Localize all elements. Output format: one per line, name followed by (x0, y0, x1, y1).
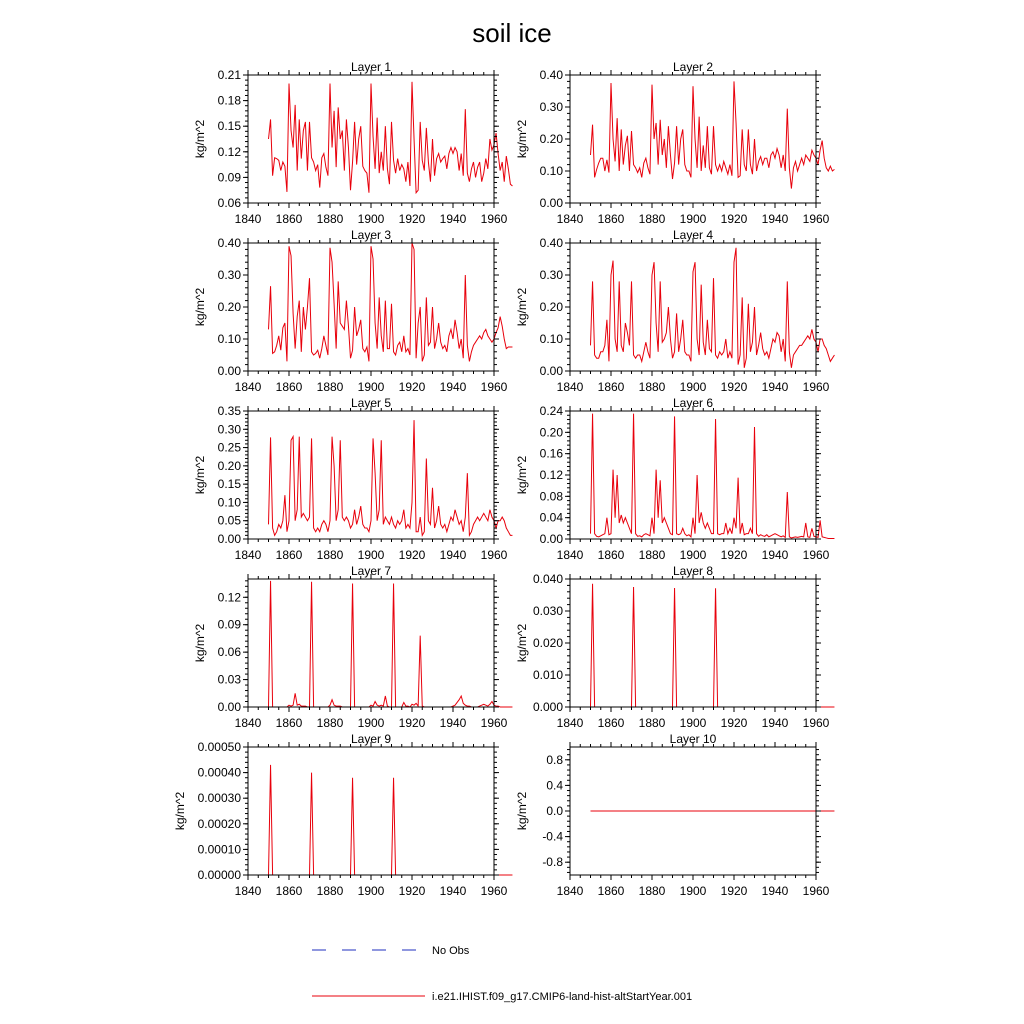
y-tick-label: 0.4 (546, 778, 563, 793)
plot-frame (248, 579, 494, 707)
y-tick-label: 0.24 (539, 404, 563, 418)
panel-layer-10 (515, 732, 834, 898)
x-tick-label: 1920 (720, 884, 748, 898)
panel-title: Layer 2 (672, 60, 714, 74)
x-tick-label: 1840 (556, 380, 584, 394)
x-tick-label: 1880 (316, 716, 344, 730)
x-tick-label: 1940 (439, 716, 467, 730)
y-tick-label: 0.00050 (197, 740, 241, 754)
y-tick-label: 0.30 (539, 100, 563, 114)
x-tick-label: 1920 (720, 380, 748, 394)
panel-title: Layer 9 (350, 732, 392, 746)
x-tick-label: 1900 (679, 380, 707, 394)
x-tick-label: 1960 (480, 380, 508, 394)
x-tick-label: 1920 (398, 884, 426, 898)
x-tick-label: 1840 (234, 716, 262, 730)
x-tick-label: 1840 (556, 716, 584, 730)
panel-layer-4 (515, 228, 834, 394)
series-line-layer-8 (591, 584, 835, 707)
y-axis-label: kg/m^2 (515, 287, 529, 327)
plot-frame (570, 579, 816, 707)
y-tick-label: 0.12 (217, 144, 241, 159)
panel-layer-5 (193, 396, 512, 562)
legend-model-label: i.e21.IHIST.f09_g17.CMIP6-land-hist-altStartYear.001 (432, 991, 693, 1003)
y-axis-label: kg/m^2 (193, 623, 207, 663)
y-axis-label: kg/m^2 (515, 455, 529, 495)
y-tick-label: 0.04 (539, 510, 563, 525)
panel-title: Layer 6 (672, 396, 714, 410)
x-tick-label: 1900 (679, 884, 707, 898)
series-line-layer-6 (591, 414, 835, 539)
x-tick-label: 1900 (357, 716, 385, 730)
y-tick-label: 0.16 (539, 446, 563, 461)
y-tick-label: 0.00 (539, 532, 563, 546)
x-tick-label: 1860 (597, 548, 625, 562)
y-tick-label: 0.06 (217, 196, 241, 210)
panel-layer-9 (173, 732, 512, 898)
x-tick-label: 1840 (556, 884, 584, 898)
y-tick-label: 0.020 (532, 636, 563, 650)
y-tick-label: -0.4 (542, 829, 563, 844)
y-tick-label: 0.15 (217, 119, 241, 134)
panel-layer-2 (515, 60, 834, 226)
x-tick-label: 1840 (234, 548, 262, 562)
x-tick-label: 1880 (316, 380, 344, 394)
y-axis-label: kg/m^2 (515, 791, 529, 831)
y-tick-label: 0.00040 (197, 765, 241, 780)
y-tick-label: -0.8 (542, 855, 563, 870)
x-tick-label: 1940 (439, 884, 467, 898)
legend-obs-label: No Obs (432, 945, 470, 957)
x-tick-label: 1960 (802, 212, 830, 226)
x-tick-label: 1940 (761, 884, 789, 898)
x-tick-label: 1860 (275, 212, 303, 226)
x-tick-label: 1960 (480, 212, 508, 226)
y-tick-label: 0.09 (217, 170, 241, 185)
x-tick-label: 1860 (597, 884, 625, 898)
x-tick-label: 1960 (802, 716, 830, 730)
x-tick-label: 1900 (357, 212, 385, 226)
x-tick-label: 1960 (480, 884, 508, 898)
x-tick-label: 1960 (802, 548, 830, 562)
y-tick-label: 0.12 (539, 468, 563, 482)
y-tick-label: 0.00010 (197, 842, 241, 857)
y-tick-label: 0.30 (217, 268, 241, 282)
y-tick-label: 0.20 (539, 300, 563, 314)
y-tick-label: 0.040 (532, 572, 563, 586)
x-tick-label: 1860 (597, 212, 625, 226)
y-tick-label: 0.20 (217, 458, 241, 473)
x-tick-label: 1900 (357, 380, 385, 394)
series-line-layer-5 (269, 420, 513, 535)
x-tick-label: 1900 (357, 884, 385, 898)
y-tick-label: 0.40 (539, 236, 563, 250)
x-tick-label: 1940 (761, 380, 789, 394)
x-tick-label: 1900 (679, 212, 707, 226)
y-axis-label: kg/m^2 (515, 623, 529, 663)
y-tick-label: 0.00 (539, 196, 563, 210)
x-tick-label: 1880 (316, 884, 344, 898)
y-tick-label: 0.09 (217, 617, 241, 632)
x-tick-label: 1900 (357, 548, 385, 562)
y-tick-label: 0.010 (532, 668, 563, 682)
y-tick-label: 0.00030 (197, 791, 241, 806)
legend (312, 945, 692, 1003)
y-axis-label: kg/m^2 (173, 791, 187, 831)
series-line-layer-9 (269, 765, 513, 875)
y-tick-label: 0.18 (217, 93, 241, 108)
x-tick-label: 1920 (720, 548, 748, 562)
panel-title: Layer 10 (669, 732, 717, 746)
x-tick-label: 1960 (802, 380, 830, 394)
x-tick-label: 1860 (275, 884, 303, 898)
x-tick-label: 1880 (638, 716, 666, 730)
y-tick-label: 0.00 (539, 364, 563, 378)
panel-layer-6 (515, 396, 834, 562)
panel-layer-3 (193, 228, 512, 394)
y-tick-label: 0.40 (539, 68, 563, 82)
y-tick-label: 0.30 (539, 268, 563, 282)
x-tick-label: 1920 (398, 212, 426, 226)
y-tick-label: 0.030 (532, 604, 563, 618)
y-tick-label: 0.35 (217, 404, 241, 418)
x-tick-label: 1860 (597, 716, 625, 730)
plot-frame (570, 243, 816, 371)
y-tick-label: 0.00000 (197, 868, 241, 882)
x-tick-label: 1920 (398, 380, 426, 394)
y-tick-label: 0.10 (539, 332, 563, 346)
figure-title: soil ice (472, 18, 552, 48)
plot-frame (248, 747, 494, 875)
y-tick-label: 0.20 (539, 425, 563, 440)
y-axis-label: kg/m^2 (193, 287, 207, 327)
y-tick-label: 0.12 (217, 590, 241, 605)
x-tick-label: 1840 (234, 212, 262, 226)
panels (173, 60, 834, 898)
x-tick-label: 1840 (556, 548, 584, 562)
x-tick-label: 1900 (679, 548, 707, 562)
x-tick-label: 1880 (638, 212, 666, 226)
series-line-layer-4 (591, 248, 835, 368)
x-tick-label: 1940 (761, 212, 789, 226)
y-axis-label: kg/m^2 (193, 119, 207, 159)
panel-layer-1 (193, 60, 512, 226)
x-tick-label: 1880 (316, 548, 344, 562)
panel-title: Layer 8 (672, 564, 714, 578)
x-tick-label: 1860 (275, 380, 303, 394)
y-tick-label: 0.00 (217, 532, 241, 546)
x-tick-label: 1940 (761, 548, 789, 562)
y-tick-label: 0.40 (217, 236, 241, 250)
x-tick-label: 1940 (439, 548, 467, 562)
y-tick-label: 0.000 (532, 700, 563, 714)
panel-title: Layer 1 (350, 60, 392, 74)
series-line-layer-3 (269, 243, 513, 361)
x-tick-label: 1920 (398, 548, 426, 562)
x-tick-label: 1920 (398, 716, 426, 730)
y-tick-label: 0.05 (217, 513, 241, 528)
panel-layer-8 (515, 564, 834, 730)
x-tick-label: 1940 (439, 380, 467, 394)
x-tick-label: 1920 (720, 212, 748, 226)
x-tick-label: 1840 (234, 884, 262, 898)
y-tick-label: 0.00 (217, 364, 241, 378)
y-tick-label: 0.00 (217, 700, 241, 714)
y-tick-label: 0.25 (217, 440, 241, 455)
x-tick-label: 1940 (761, 716, 789, 730)
y-tick-label: 0.0 (546, 804, 563, 818)
x-tick-label: 1860 (597, 380, 625, 394)
series-line-layer-2 (591, 81, 835, 188)
y-tick-label: 0.10 (217, 332, 241, 346)
panel-title: Layer 3 (350, 228, 392, 242)
y-tick-label: 0.15 (217, 477, 241, 492)
x-tick-label: 1880 (638, 380, 666, 394)
y-tick-label: 0.10 (217, 495, 241, 510)
x-tick-label: 1920 (720, 716, 748, 730)
x-tick-label: 1880 (638, 884, 666, 898)
series-line-layer-1 (269, 82, 513, 193)
y-tick-label: 0.03 (217, 672, 241, 687)
y-tick-label: 0.30 (217, 422, 241, 437)
x-tick-label: 1940 (439, 212, 467, 226)
x-tick-label: 1840 (234, 380, 262, 394)
series-line-layer-7 (269, 581, 513, 707)
x-tick-label: 1960 (802, 884, 830, 898)
y-tick-label: 0.06 (217, 645, 241, 660)
x-tick-label: 1880 (638, 548, 666, 562)
panel-title: Layer 5 (350, 396, 392, 410)
panel-title: Layer 7 (350, 564, 392, 578)
x-tick-label: 1960 (480, 716, 508, 730)
y-tick-label: 0.20 (217, 300, 241, 314)
y-axis-label: kg/m^2 (515, 119, 529, 159)
x-tick-label: 1900 (679, 716, 707, 730)
x-tick-label: 1880 (316, 212, 344, 226)
x-tick-label: 1860 (275, 548, 303, 562)
x-tick-label: 1840 (556, 212, 584, 226)
x-tick-label: 1860 (275, 716, 303, 730)
y-tick-label: 0.21 (217, 68, 241, 82)
y-tick-label: 0.00020 (197, 816, 241, 831)
y-tick-label: 0.20 (539, 132, 563, 146)
y-tick-label: 0.8 (546, 752, 563, 767)
x-tick-label: 1960 (480, 548, 508, 562)
panel-layer-7 (193, 564, 512, 730)
y-axis-label: kg/m^2 (193, 455, 207, 495)
y-tick-label: 0.10 (539, 164, 563, 178)
panel-title: Layer 4 (672, 228, 714, 242)
y-tick-label: 0.08 (539, 489, 563, 504)
